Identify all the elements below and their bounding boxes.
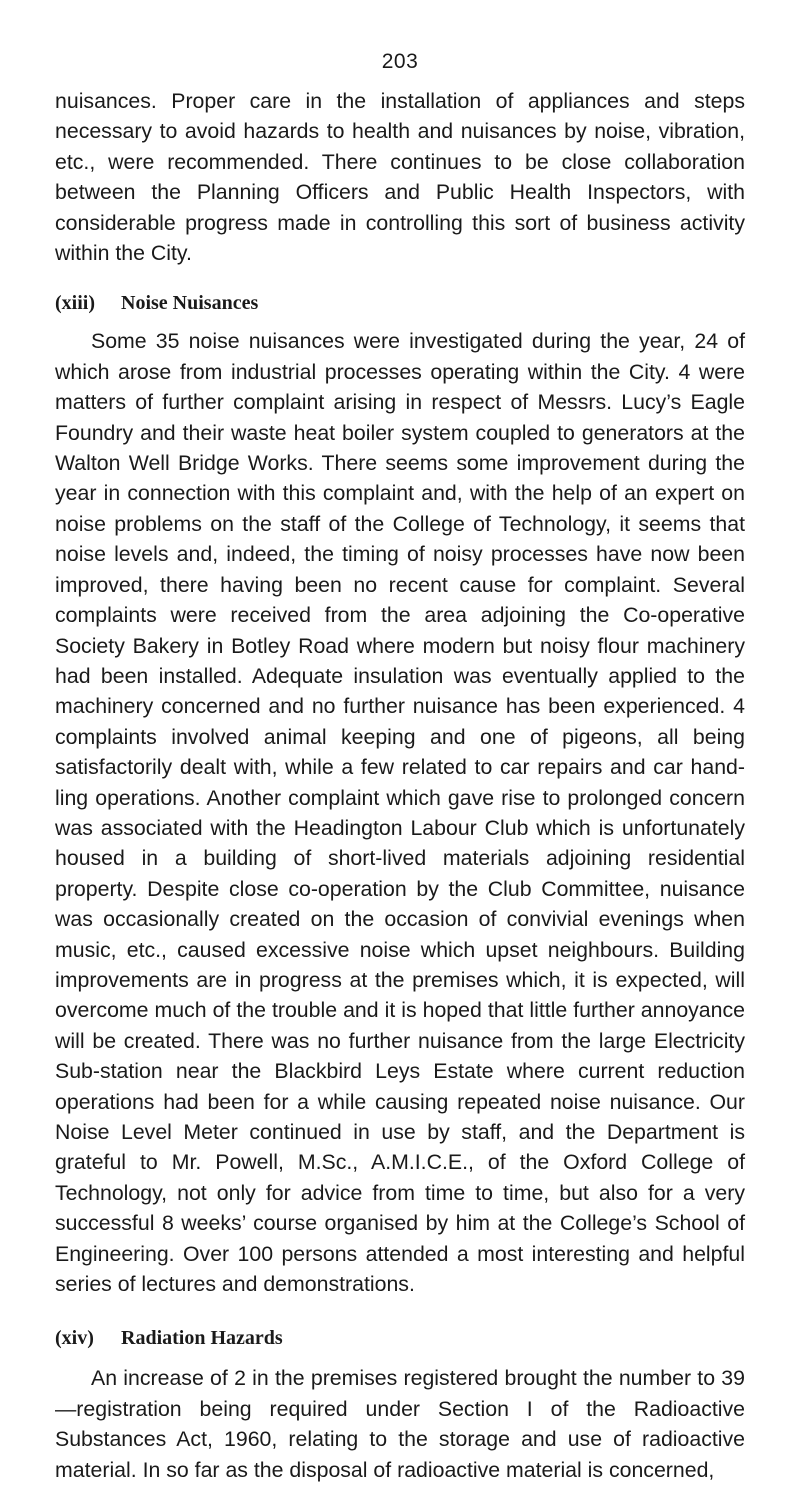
section-number: (xiv) — [55, 1327, 94, 1350]
section-number: (xiii) — [55, 292, 95, 315]
radiation-hazards-paragraph: An increase of 2 in the premises registered brought the number to 39—registration being required under Section I of the Radioactive Substances Act, 1960, relating to the storage and use of radioactive material. In so far as the disposal of radioactive material is concerned, — [55, 1366, 745, 1482]
intro-paragraph: nuisances. Proper care in the installation of appliances and steps necessary to avoid hazards to health and nuisances by noise, vibration, etc., were recommended. There continues to be close collaboration between the Planning Officers and Public Health Inspectors, with considerable progress made in controlling this sort of business activity within the City. — [55, 89, 745, 266]
section-heading-radiation-hazards — [55, 1323, 745, 1353]
section-title: Noise Nuisances — [121, 292, 259, 315]
page-number: 203 — [381, 50, 419, 73]
section-title: Radiation Hazards — [121, 1327, 283, 1350]
noise-nuisances-paragraph: Some 35 noise nuisances were investigated during the year, 24 of which arose from industrial processes operating within the City. 4 were matters of further complaint arising in respect of Messrs. Lucy’s Eagle Foundry and their waste heat boiler system coupled to generators at the Walton Well Bridge Works. There seems some improvement during the year in connection with this complaint and, with the help of an expert on noise problems on the staff of the College of Technology, it seems that noise levels and, indeed, the timing of noisy processes have now been improved, there having been no recent cause for complaint. Several complaints were received from the area adjoining the Co-operative Society Bakery in Botley Road where modern but noisy flour machinery had been installed. Adequate insulation was eventually applied to the machinery concerned and no further nuisance has been experienced. 4 complaints involved animal keeping and one of pigeons, all being satisfactorily dealt with, while a few related to car repairs and car handling operations. Another complaint which gave rise to prolonged concern was associated with the Headington Labour Club which is unfortunately housed in a building of short-lived materials adjoining residential property. Despite close co-operation by the Club Committee, nuisance was occasionally created on the occasion of convivial evenings when music, etc., caused excessive noise which upset neighbours. Building improvements are in progress at the premises which, it is expected, will overcome much of the trouble and it is hoped that little further annoyance will be created. There was no further nuisance from the large Electricity Sub-station near the Blackbird Leys Estate where current reduction operations had been for a while causing repeated noise nuisance. Our Noise Level Meter continued in use by staff, and the Department is grateful to Mr. Powell, M.Sc., A.M.I.C.E., of the Oxford College of Technology, not only for advice from time to time, but also for a very successful 8 weeks’ course organised by him at the College’s School of Engineering. Over 100 persons attended a most interesting and helpful series of lectures and demonstrations. — [55, 329, 745, 1297]
page-content — [55, 86, 745, 1485]
section-heading-noise-nuisances — [55, 288, 745, 318]
